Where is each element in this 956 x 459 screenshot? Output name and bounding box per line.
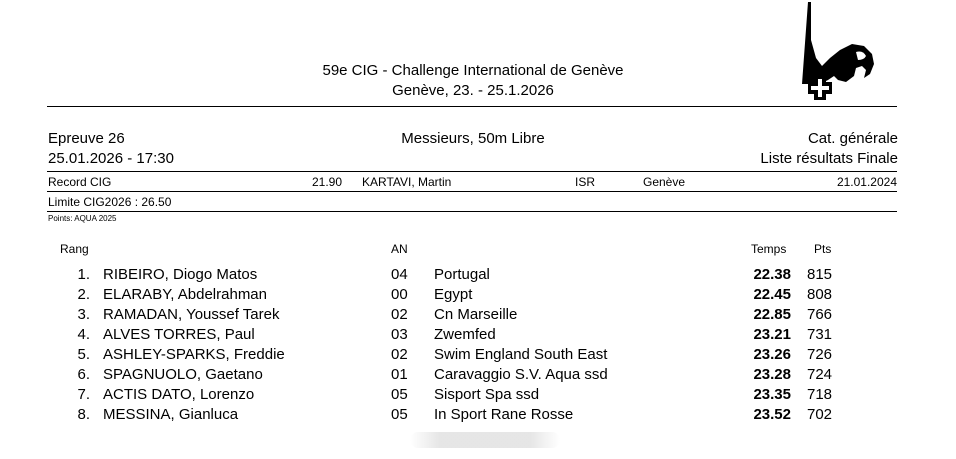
- result-time: 23.52: [753, 406, 791, 423]
- record-date: 21.01.2024: [836, 175, 897, 189]
- event-list-type: Liste résultats Finale: [760, 150, 898, 167]
- result-club: In Sport Rane Rosse: [434, 406, 574, 423]
- record-nation: ISR: [575, 175, 596, 189]
- record-place: Genève: [643, 175, 686, 189]
- result-rank: 7.: [77, 386, 90, 403]
- result-club: Sisport Spa ssd: [434, 386, 540, 403]
- result-rank: 3.: [77, 306, 90, 323]
- event-category: Cat. générale: [807, 130, 898, 147]
- result-rank: 6.: [77, 366, 90, 383]
- limit-divider: [47, 211, 897, 212]
- event-datetime: 25.01.2026 - 17:30: [48, 150, 174, 167]
- meet-subtitle: Genève, 23. - 25.1.2026: [392, 82, 554, 99]
- result-row: [0, 365, 956, 385]
- result-name: ALVES TORRES, Paul: [103, 326, 255, 343]
- result-time: 22.85: [753, 306, 791, 323]
- result-rank: 2.: [77, 286, 90, 303]
- result-points: 731: [807, 326, 833, 343]
- result-name: ACTIS DATO, Lorenzo: [103, 386, 255, 403]
- result-time: 23.26: [753, 346, 791, 363]
- result-name: RAMADAN, Youssef Tarek: [103, 306, 280, 323]
- result-name: ASHLEY-SPARKS, Freddie: [103, 346, 285, 363]
- result-rank: 1.: [77, 266, 90, 283]
- result-time: 22.45: [753, 286, 791, 303]
- result-points: 808: [807, 286, 833, 303]
- result-points: 718: [807, 386, 833, 403]
- result-yob: 02: [391, 346, 408, 363]
- result-row: [0, 345, 956, 365]
- result-yob: 05: [391, 406, 408, 423]
- result-points: 724: [807, 366, 833, 383]
- column-header-rank: Rang: [60, 242, 89, 256]
- header-divider: [47, 106, 897, 107]
- column-header-time: Temps: [751, 242, 787, 256]
- result-club: Portugal: [434, 266, 490, 283]
- result-row: [0, 325, 956, 345]
- club-logo: [780, 0, 880, 102]
- result-club: Swim England South East: [434, 346, 608, 363]
- result-time: 23.28: [753, 366, 791, 383]
- meet-title: 59e CIG - Challenge International de Genève: [322, 62, 624, 79]
- result-name: ELARABY, Abdelrahman: [103, 286, 267, 303]
- result-rank: 5.: [77, 346, 90, 363]
- result-name: RIBEIRO, Diogo Matos: [103, 266, 258, 283]
- result-points: 766: [807, 306, 833, 323]
- result-points: 702: [807, 406, 833, 423]
- result-name: SPAGNUOLO, Gaetano: [103, 366, 263, 383]
- result-time: 23.35: [753, 386, 791, 403]
- limit-text: Limite CIG2026 : 26.50: [48, 195, 172, 209]
- result-time: 22.38: [753, 266, 791, 283]
- result-yob: 05: [391, 386, 408, 403]
- result-club: Cn Marseille: [434, 306, 518, 323]
- result-row: [0, 305, 956, 325]
- result-club: Zwemfed: [434, 326, 496, 343]
- result-row: [0, 285, 956, 305]
- result-club: Egypt: [434, 286, 473, 303]
- record-label: Record CIG: [48, 175, 112, 189]
- result-points: 815: [807, 266, 833, 283]
- event-number: Epreuve 26: [48, 130, 125, 147]
- result-yob: 02: [391, 306, 408, 323]
- result-time: 23.21: [753, 326, 791, 343]
- column-header-points: Pts: [814, 242, 832, 256]
- result-yob: 04: [391, 266, 408, 283]
- column-header-yob: AN: [391, 242, 408, 256]
- result-yob: 03: [391, 326, 408, 343]
- result-rank: 8.: [77, 406, 90, 423]
- result-yob: 00: [391, 286, 408, 303]
- points-note: Points: AQUA 2025: [48, 214, 117, 223]
- result-points: 726: [807, 346, 833, 363]
- record-holder: KARTAVI, Martin: [362, 175, 452, 189]
- event-name: Messieurs, 50m Libre: [401, 130, 545, 147]
- result-yob: 01: [391, 366, 408, 383]
- record-time: 21.90: [312, 175, 343, 189]
- result-name: MESSINA, Gianluca: [103, 406, 239, 423]
- watermark-blur: [410, 432, 560, 448]
- result-row: [0, 405, 956, 425]
- result-row: [0, 265, 956, 285]
- result-rank: 4.: [77, 326, 90, 343]
- result-club: Caravaggio S.V. Aqua ssd: [434, 366, 608, 383]
- result-row: [0, 385, 956, 405]
- record-divider: [47, 191, 897, 192]
- event-divider: [47, 171, 897, 172]
